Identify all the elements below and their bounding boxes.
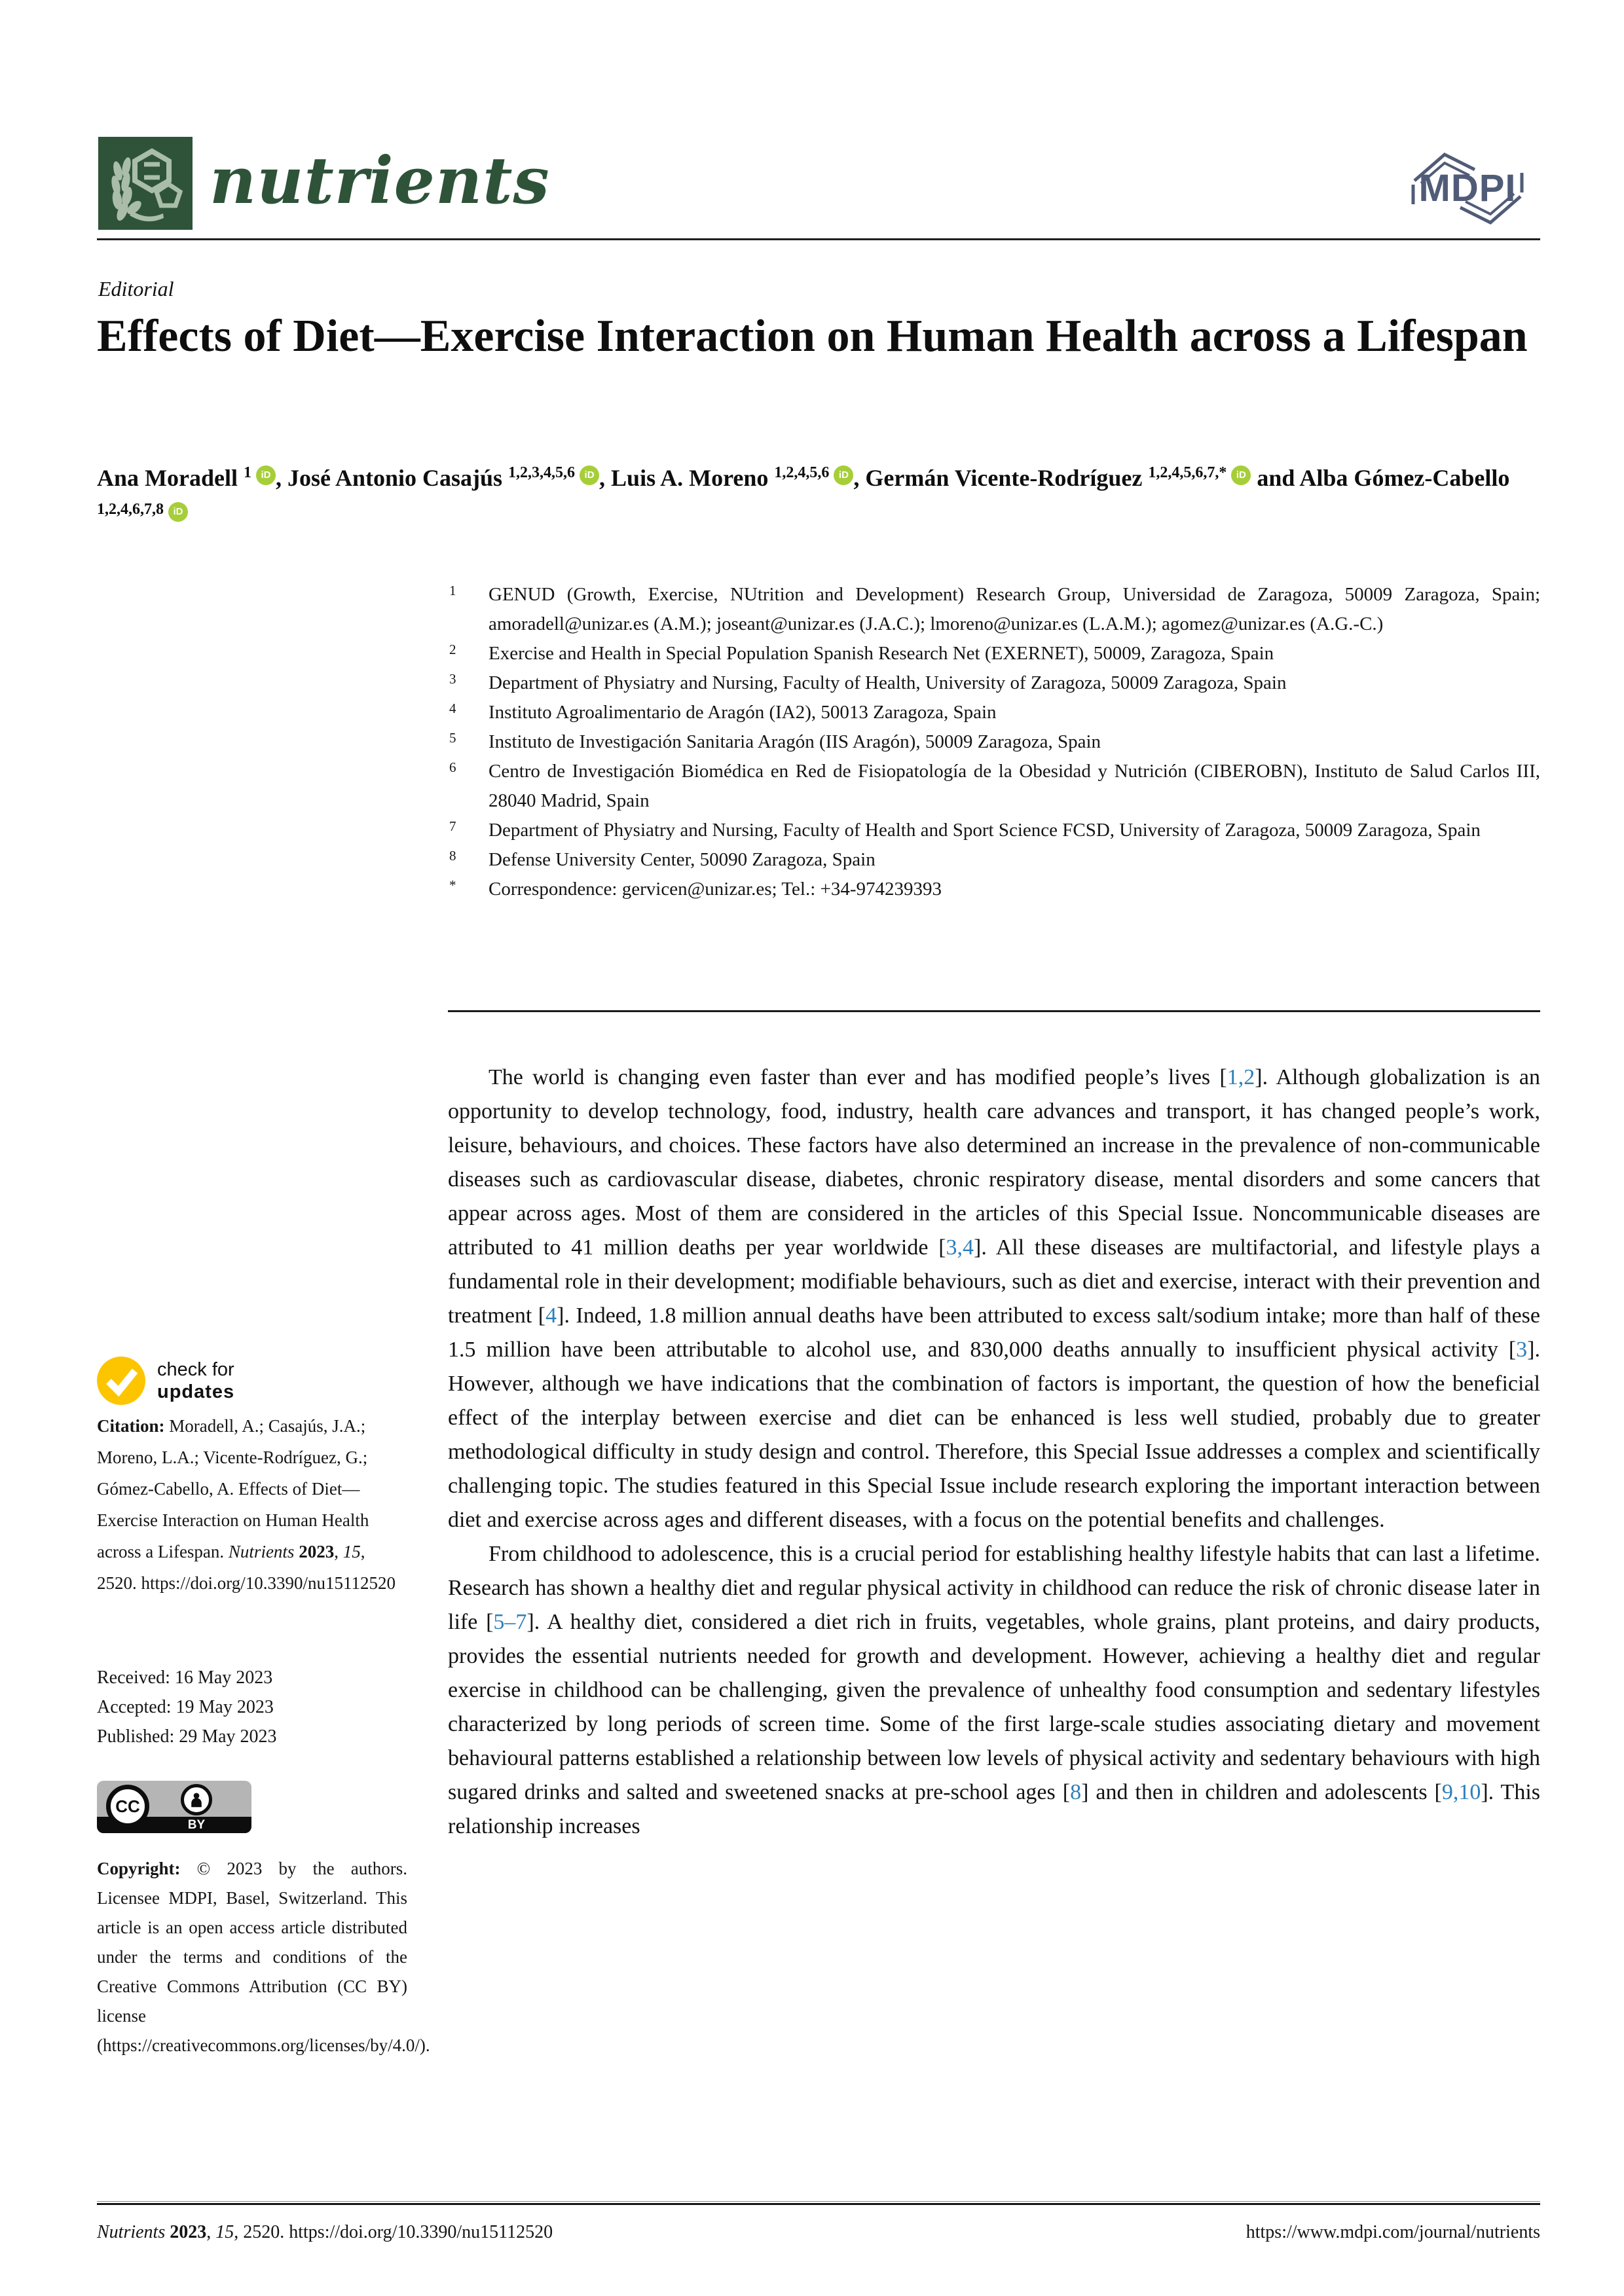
reference-link[interactable]: 9,10	[1441, 1780, 1481, 1804]
footer-rule	[97, 2201, 1540, 2205]
affiliation-marker: 4	[449, 701, 456, 716]
affiliation-marker: 2	[449, 642, 456, 657]
journal-logotype: nutrients	[210, 143, 550, 219]
body-paragraph: The world is changing even faster than ever and has modified people’s lives [1,2]. Although globalization is an opportunity to develop technology, food, industry, health care advances and transport, it has changed people’s work, leisure, behaviours, and choices. These factors have also determined an increase in the prevalence of non-communicable diseases such as cardiovascular disease, diabetes, chronic respiratory disease, mental disorders and some cancers that appear across ages. Most of them are considered in the articles of this Special Issue. Noncommunicable diseases are attributed to 41 million deaths per year worldwide [3,4]. All these diseases are multifactorial, and lifestyle plays a fundamental role in their development; modifiable behaviours, such as diet and exercise, interact with their prevention and treatment [4]. Indeed, 1.8 million annual deaths have been attributed to excess salt/sodium intake; more than half of these 1.5 million have been attributable to alcohol use, and 830,000 deaths annually to insufficient physical activity [3]. However, although we have indications that the combination of factors is important, the question of how the beneficial effect of the interplay between exercise and diet can be enhanced is less well studied, probably due to greater methodological difficulty in study design and control. Therefore, this Special Issue addresses a complex and scientifically challenging topic. The studies featured in this Special Issue include research exploring the important interaction between diet and exercise across ages and different diseases, with a focus on the potential benefits and challenges.	[448, 1065, 1541, 1532]
orcid-icon[interactable]: iD	[834, 465, 853, 485]
affiliation-text: Department of Physiatry and Nursing, Faculty of Health, University of Zaragoza, 50009 Zaragoza, Spain	[489, 672, 1287, 693]
affiliation-marker: 6	[449, 759, 456, 775]
footer-journal-url[interactable]: https://www.mdpi.com/journal/nutrients	[1246, 2222, 1540, 2242]
crossmark-check-icon	[97, 1357, 145, 1405]
affiliation-text: Correspondence: gervicen@unizar.es; Tel.: +34-974239393	[489, 879, 942, 900]
article-title: Effects of Diet—Exercise Interaction on Human Health across a Lifespan	[97, 311, 1528, 361]
affiliation-marker: 3	[449, 671, 456, 687]
author: Luis A. Moreno $^{1,2,4,5,6}$ iD	[611, 465, 853, 491]
affiliation-body-divider	[448, 1010, 1540, 1012]
nutrients-logo-box	[98, 137, 193, 230]
mdpi-logo	[1405, 147, 1530, 230]
orcid-icon[interactable]: iD	[168, 502, 188, 522]
affiliation-item	[448, 757, 1540, 816]
body-paragraph: From childhood to adolescence, this is a crucial period for establishing healthy lifestyle habits that can last a lifetime. Research has shown a healthy diet and regular physical activity in childhood can reduce the risk of chronic disease later in life [5–7]. A healthy diet, considered a diet rich in fruits, vegetables, whole grains, plant proteins, and dairy products, provides the essential nutrients needed for growth and development. However, achieving a healthy diet and regular exercise in childhood can be challenging, given the prevalence of unhealthy food consumption and sedentary lifestyles characterized by long periods of screen time. Some of the first large-scale studies associating dietary and movement behavioural patterns established a relationship between low levels of physical activity and sedentary behaviours with high sugared drinks and salted and sweetened snacks at pre-school ages [8] and then in children and adolescents [9,10]. This relationship increases	[448, 1542, 1540, 1838]
reference-link[interactable]: 1,2	[1227, 1065, 1255, 1089]
affiliation-marker: 8	[449, 848, 456, 864]
orcid-icon[interactable]: iD	[1231, 465, 1251, 485]
accepted-date: Accepted: 19 May 2023	[97, 1697, 274, 1717]
affiliation-text: Exercise and Health in Special Population Spanish Research Net (EXERNET), 50009, Zaragoza, Spain	[489, 643, 1274, 664]
author: Germán Vicente-Rodríguez $^{1,2,4,5,6,7,*}$ iD	[865, 465, 1251, 491]
check-for-updates-badge[interactable]	[97, 1357, 234, 1405]
article-type-label: Editorial	[98, 277, 174, 301]
affiliation-marker: 5	[449, 730, 456, 746]
reference-link[interactable]: 3	[1516, 1338, 1528, 1362]
author-line: Ana Moradell $^1$ iD , José Antonio Casajús $^{1,2,3,4,5,6}$ iD , Luis A. Moreno $^{1,2,4,5,6}$ iD , Germán Vicente-Rodríguez $^{1,2,4,5,6,7,*}$ iD and Alba Gómez-Cabello $^{1,2,4,6,7,8}$ iD	[97, 460, 1518, 533]
author: Alba Gómez-Cabello $^{1,2,4,6,7,8}$ iD	[97, 465, 1509, 528]
affiliation-item	[448, 698, 1540, 727]
published-date: Published: 29 May 2023	[97, 1726, 277, 1747]
affiliation-item	[448, 668, 1540, 698]
affiliation-item	[448, 816, 1540, 845]
affiliation-item	[448, 727, 1540, 757]
reference-link[interactable]: 4	[545, 1303, 557, 1328]
footer-citation[interactable]: Nutrients 2023, 15, 2520. https://doi.org/10.3390/nu15112520	[97, 2222, 553, 2242]
affiliation-text: Centro de Investigación Biomédica en Red de Fisiopatología de la Obesidad y Nutrición (CIBEROBN), Instituto de Salud Carlos III, 28040 Madrid, Spain	[489, 761, 1540, 811]
dates-block	[97, 1663, 407, 1751]
affiliation-marker: 7	[449, 818, 456, 834]
reference-link[interactable]: 8	[1070, 1780, 1082, 1804]
affiliation-list	[448, 580, 1540, 904]
copyright-block: Copyright: © 2023 by the authors. Licensee MDPI, Basel, Switzerland. This article is an open access article distributed under the terms and conditions of the Creative Commons Attribution (CC BY) license (https://creativecommons.org/licenses/by/4.0/).	[97, 1859, 430, 2055]
check-for-label-line1: check for	[157, 1359, 234, 1380]
author: Ana Moradell $^1$ iD	[97, 465, 276, 491]
check-for-updates-label	[157, 1358, 234, 1403]
affiliation-text: Instituto Agroalimentario de Aragón (IA2), 50013 Zaragoza, Spain	[489, 702, 997, 723]
cc-by-license-badge[interactable]	[97, 1781, 251, 1833]
body-text	[448, 1061, 1540, 1844]
reference-link[interactable]: 5–7	[493, 1610, 527, 1634]
header-rule	[97, 238, 1540, 240]
author: José Antonio Casajús $^{1,2,3,4,5,6}$ iD	[287, 465, 599, 491]
orcid-icon[interactable]: iD	[256, 465, 276, 485]
cc-icon: CC	[106, 1785, 149, 1828]
affiliation-marker: *	[449, 877, 456, 893]
person-icon	[181, 1784, 212, 1815]
orcid-icon[interactable]: iD	[580, 465, 599, 485]
reference-link[interactable]: 3,4	[946, 1235, 974, 1260]
by-label: BY	[187, 1818, 206, 1832]
affiliation-item	[448, 875, 1540, 904]
affiliation-text: Defense University Center, 50090 Zaragoza, Spain	[489, 849, 876, 870]
nutrients-wheat-molecule-icon	[98, 137, 193, 230]
check-for-label-line2: updates	[157, 1381, 235, 1402]
citation-block: Citation: Moradell, A.; Casajús, J.A.; Moreno, L.A.; Vicente-Rodríguez, G.; Gómez-Cabello, A. Effects of Diet—Exercise Interaction on Human Health across a Lifespan. Nutrients 2023, 15, 2520. https://doi.org/10.3390/nu15112520	[97, 1416, 396, 1593]
affiliation-marker: 1	[449, 583, 456, 598]
affiliation-item	[448, 845, 1540, 875]
received-date: Received: 16 May 2023	[97, 1667, 273, 1688]
affiliation-text: GENUD (Growth, Exercise, NUtrition and Development) Research Group, Universidad de Zaragoza, 50009 Zaragoza, Spain; amoradell@unizar.es (A.M.); joseant@unizar.es (J.A.C.); lmoreno@unizar.es (L.A.M.); agomez@unizar.es (A.G.-C.)	[489, 584, 1540, 634]
affiliation-text: Department of Physiatry and Nursing, Faculty of Health and Sport Science FCSD, University of Zaragoza, 50009 Zaragoza, Spain	[489, 820, 1481, 841]
affiliation-item	[448, 580, 1540, 639]
mdpi-wordmark: MDPI	[1418, 167, 1517, 210]
footer	[97, 2221, 1540, 2244]
affiliation-text: Instituto de Investigación Sanitaria Aragón (IIS Aragón), 50009 Zaragoza, Spain	[489, 731, 1101, 752]
affiliation-item	[448, 639, 1540, 668]
